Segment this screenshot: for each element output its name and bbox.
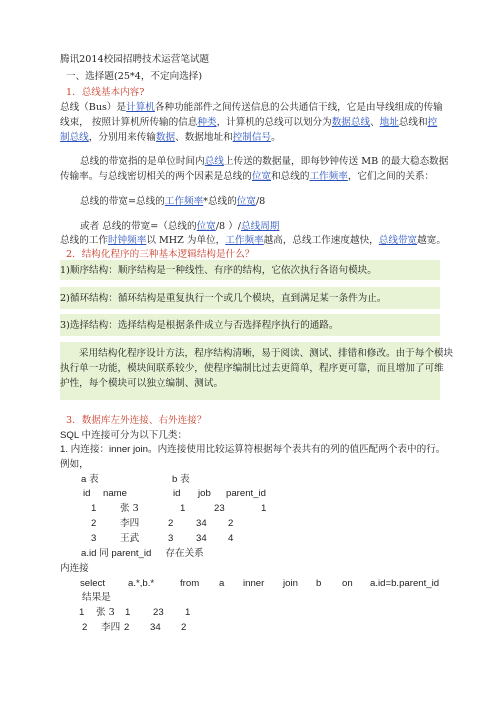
result-label: 结果是 <box>82 592 111 603</box>
link-bit-width[interactable]: 位宽 <box>251 171 272 182</box>
sql-intro: SQL 中连接可分为以下几类： <box>60 430 188 441</box>
link-data-bus[interactable]: 数据总线 <box>331 117 371 128</box>
q1-paragraph-1-line-2: 线束， 按照计算机所传输的信息种类，计算机的总线可以划分为数据总线、地址总线和控 <box>60 117 438 128</box>
table-a-label: a 表 <box>81 474 99 485</box>
section-heading: 一、选择题(25*4，不定向选择) <box>66 71 203 82</box>
link-control[interactable]: 控 <box>427 117 438 128</box>
link-bus-bandwidth[interactable]: 总线带宽 <box>378 235 418 246</box>
link-data[interactable]: 数据 <box>155 132 176 143</box>
link-bus[interactable]: 总线 <box>204 156 224 167</box>
link-work-frequency-3[interactable]: 工作频率 <box>225 235 264 246</box>
link-bit-width-2[interactable]: 位宽 <box>236 196 256 207</box>
q1-paragraph-2-line-2: 传输率。与总线密切相关的两个因素是总线的位宽和总线的工作频率，它们之间的关系： <box>60 171 435 182</box>
inner-join-description-line-1: 1. 内连接：inner join。内连接使用比较运算符根据每个表共有的列的值匹配两个表中的行。 <box>60 444 446 455</box>
table-b-label: b 表 <box>172 474 190 485</box>
link-work-frequency-2[interactable]: 工作频率 <box>164 196 204 207</box>
bandwidth-formula-2: 或者 总线的带宽=（总线的位宽/8 ）/总线周期 <box>80 221 280 232</box>
question-2-heading: 2．结构化程序的三种基本逻辑结构是什么？ <box>66 249 255 260</box>
link-control-bus[interactable]: 制总线 <box>60 132 89 143</box>
question-3-heading: 3．数据库左外连接、右外连接？ <box>66 415 207 426</box>
link-type[interactable]: 种类 <box>197 117 217 128</box>
link-computer[interactable]: 计算机 <box>126 102 155 113</box>
q1-paragraph-1-line-3: 制总线，分别用来传输数据、数据地址和控制信号。 <box>60 132 281 143</box>
bandwidth-formula-1: 总线的带宽=总线的工作频率*总线的位宽/8 <box>80 196 266 207</box>
col-header-job: job <box>198 488 211 499</box>
col-header-parent-id: parent_id <box>226 488 267 499</box>
structure-item-loop: 2)循环结构：循环结构是重复执行一个或几个模块，直到满足某一条件为止。 <box>60 293 387 304</box>
col-header-id-a: id <box>83 488 91 499</box>
link-clock-frequency[interactable]: 时钟频率 <box>107 235 147 246</box>
structure-summary-line-1: 采用结构化程序设计方法，程序结构清晰，易于阅读、测试、排错和修改。由于每个模块 <box>79 348 454 359</box>
structure-item-selection: 3)选择结构：选择结构是根据条件成立与否选择程序执行的通路。 <box>60 320 339 331</box>
q1-paragraph-2-line-1: 总线的带宽指的是单位时间内总线上传送的数据量，即每钞钟传送 MB 的最大稳态数据 <box>80 156 449 167</box>
q1-paragraph-1-line-1: 总线（Bus）是计算机各种功能部件之间传送信息的公共通信干线，它是由导线组成的传输 <box>60 102 443 113</box>
link-bit-width-3[interactable]: 位宽 <box>196 221 216 232</box>
q1-paragraph-3: 总线的工作时钟频率以 MHZ 为单位，工作频率越高，总线工作速度越快，总线带宽越宽。 <box>60 235 446 246</box>
inner-join-label: 内连接 <box>60 563 89 574</box>
link-bus-cycle[interactable]: 总线周期 <box>241 221 280 232</box>
structure-item-sequence: 1)顺序结构：顺序结构是一种线性、有序的结构，它依次执行各语句模块。 <box>60 265 377 276</box>
structure-summary-line-3: 护性，每个模块可以独立编制、测试。 <box>60 378 224 389</box>
structure-summary-line-2: 执行单一功能，模块间联系较少，使程序编制比过去更简单，程序更可靠，而且增加了可维 <box>60 363 444 374</box>
col-header-name: name <box>103 488 127 499</box>
link-address[interactable]: 地址 <box>379 117 399 128</box>
link-control-signal[interactable]: 控制信号 <box>232 132 272 143</box>
question-1-heading: 1．总线基本内容? <box>66 87 145 98</box>
relation-note: a.id 同 parent_id 存在关系 <box>81 548 204 559</box>
link-work-frequency[interactable]: 工作频率 <box>309 171 348 182</box>
document-title: 腾讯2014校园招聘技术运营笔试题 <box>60 54 210 65</box>
document-page: 腾讯2014校园招聘技术运营笔试题 一、选择题(25*4，不定向选择) 1．总线基本内容? 总线（Bus）是计算机各种功能部件之间传送信息的公共通信干线，它是由导线组成的传输 线束， 按照计算机所传输的信息种类，计算机的总线可以划分为数据总线、地址总线和控 制总线，分别用来传输数据、数据地址和控制信号。 总线的带宽指的是单位时间内总线上传送的数据量，即每钞钟传送 MB 的最大稳态数据 传输率。与总线密切相关的两个因素是总线的位宽和总线的工作频率，它们之间的关系： 总线的带宽=总线的工作频率*总线的位宽/8 或者 总线的带宽=（总线的位宽/8 ）/总线周期 总线的工作时钟频率以 MHZ 为单位，工作频率越高，总线工作速度越快，总线带宽越宽。 2．结构化程序的三种基本逻辑结构是什么？ 1)顺序结构：顺序结构是一种线性、有序的结构，它依次执行各语句模块。 2)循环结构：循环结构是重复执行一个或几个模块，直到满足某一条件为止。 3)选择结构：选择结构是根据条件成立与否选择程序执行的通路。 采用结构化程序设计方法，程序结构清晰，易于阅读、测试、排错和修改。由于每个模块 执行单一功能，模块间联系较少，使程序编制比过去更简单，程序更可靠，而且增加了可维 护性，每个模块可以独立编制、测试。 3．数据库左外连接、右外连接？ SQL 中连接可分为以下几类： 1. 内连接：inner join。内连接使用比较运算符根据每个表共有的列的值匹配两个表中的行。 例如， a 表 b 表 id name id job parent_id 1 张 3 1 23 1 2 李四 2 34 2 3 王武 3 34 4 a.id 同 parent_id 存在关系 内连接 select a.*,b.* from a inner join b on a.id=b.parent_id 结果是 1 张 3 1 23 1 2 李四 2 34 2 <box>60 54 454 633</box>
inner-join-description-line-2: 例如， <box>60 459 89 470</box>
col-header-id-b: id <box>173 488 181 499</box>
